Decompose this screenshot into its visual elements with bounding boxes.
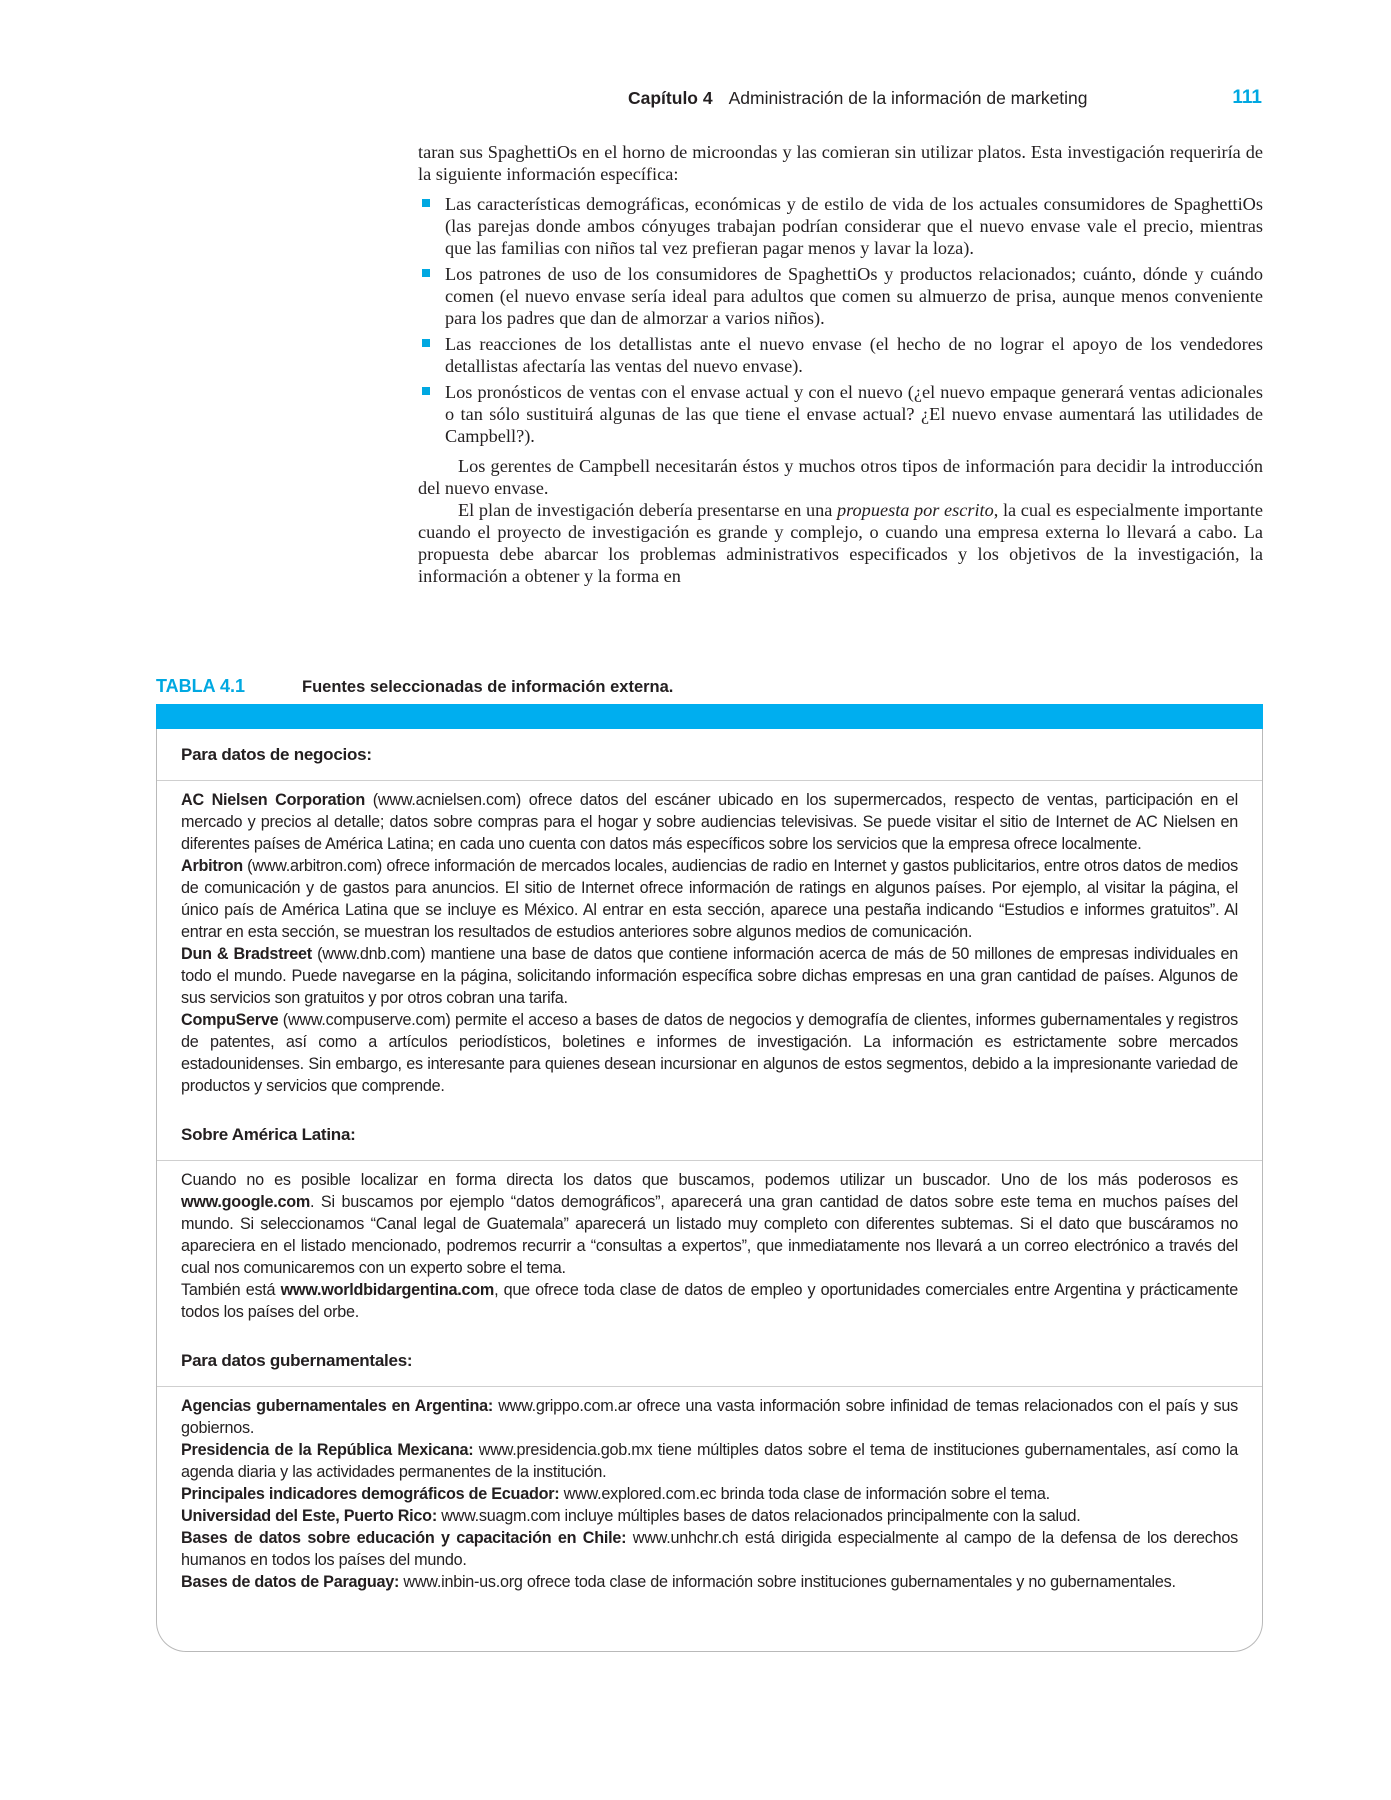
table-title: Fuentes seleccionadas de información externa. (302, 678, 674, 696)
entry-name: AC Nielsen Corporation (181, 791, 366, 809)
entry-name: Dun & Bradstreet (181, 945, 312, 963)
entry-text: Cuando no es posible localizar en forma directa los datos que buscamos, podemos utilizar un buscador. Uno de los más poderosos es (181, 1171, 1238, 1189)
entry-text: www.explored.com.ec brinda toda clase de información sobre el tema. (559, 1485, 1050, 1503)
entry-text: www.grippo.com.ar ofrece una vasta información sobre infinidad de temas relacionados con el país y sus gobiernos. (181, 1397, 1238, 1437)
text: El plan de investigación debería presentarse en una (458, 500, 837, 520)
body-text (418, 141, 1263, 587)
source-entry (181, 1505, 1238, 1527)
entry-text: (www.compuserve.com) permite el acceso a bases de datos de negocios y demografía de clientes, informes gubernamentales y registros de patentes, así como a artículos periodísticos, boletines e informes de investigación. La información es estrictamente sobre mercados estadounidenses. Sin embargo, es interesante para quienes desean incursionar en algunos de estos segmentos, debido a la impresionante variedad de productos y servicios que comprende. (181, 1011, 1238, 1095)
section-heading: Sobre América Latina: (157, 1109, 1262, 1161)
source-entry (181, 855, 1238, 943)
square-bullet-icon (422, 199, 430, 207)
source-entry (181, 1439, 1238, 1483)
source-entry (181, 1279, 1238, 1323)
entry-text: (www.acnielsen.com) ofrece datos del escáner ubicado en los supermercados, respecto de ventas, participación en el mercado y precios al detalle; datos sobre compras para el hogar y sobre audiencias televisivas. Se puede visitar el sitio de Internet de AC Nielsen en diferentes países de América Latina; en cada uno cuenta con datos más específicos sobre los servicios que la empresa ofrece localmente. (181, 791, 1239, 853)
table-caption (156, 676, 673, 697)
section-heading: Para datos de negocios: (157, 729, 1262, 781)
entry-text: (www.arbitron.com) ofrece información de mercados locales, audiencias de radio en Internet y gastos publicitarios, entre otros datos de medios de comunicación y de gastos para anuncios. El sitio de Internet ofrece información de ratings en algunos países. Por ejemplo, al visitar la página, el único país de América Latina que se incluye es México. Al entrar en esta sección, aparece una pestaña indicando “Estudios e informes gratuitos”. Al entrar en esta sección, se muestran los resultados de estudios anteriores sobre algunos medios de comunicación. (181, 857, 1238, 941)
source-entry (181, 1169, 1238, 1279)
entry-text: www.inbin-us.org ofrece toda clase de información sobre instituciones gubernamentales y no gubernamentales. (399, 1573, 1176, 1591)
entry-name: CompuServe (181, 1011, 279, 1029)
entry-text: (www.dnb.com) mantiene una base de datos que contiene información acerca de más de 50 millones de empresas individuales en todo el mundo. Puede navegarse en la página, solicitando información específica sobre dichas empresas en una gran cantidad de países. Algunos de sus servicios son gratuitos y por otros cobran una tarifa. (181, 945, 1238, 1007)
entry-name: Principales indicadores demográficos de Ecuador: (181, 1485, 560, 1503)
page-number: 111 (1232, 87, 1262, 108)
paragraph (418, 499, 1263, 587)
chapter-label: Capítulo 4 (628, 88, 713, 108)
entry-name: Agencias gubernamentales en Argentina: (181, 1397, 494, 1415)
entry-name: Bases de datos sobre educación y capacitación en Chile: (181, 1529, 627, 1547)
running-header (628, 88, 1262, 112)
entry-text: www.suagm.com incluye múltiples bases de datos relacionados principalmente con la salud. (436, 1507, 1081, 1525)
list-item-text: Los pronósticos de ventas con el envase actual y con el nuevo (¿el nuevo empaque generará ventas adicionales o tan sólo sustituirá algunas de las que tiene el envase actual? ¿El nuevo envase aumentará las utilidades de Campbell?). (445, 382, 1263, 446)
source-entry (181, 943, 1238, 1009)
list-item-text: Los patrones de uso de los consumidores de SpaghettiOs y productos relacionados; cuánto, dónde y cuándo comen (el nuevo envase sería ideal para adultos que comen su almuerzo de prisa, aunque menos conveniente para los padres que dan de almorzar a varios niños). (445, 264, 1263, 328)
source-entry (181, 1009, 1238, 1097)
source-entry (181, 1395, 1238, 1439)
entry-name: Presidencia de la República Mexicana: (181, 1441, 474, 1459)
source-entry (181, 1527, 1238, 1571)
entry-name: www.google.com (181, 1193, 311, 1211)
entry-text: www.unhchr.ch está dirigida especialmente al campo de la defensa de los derechos humanos en todos los países del mundo. (181, 1529, 1238, 1569)
list-item (418, 193, 1263, 259)
bullet-list (418, 193, 1263, 447)
entry-text: www.presidencia.gob.mx tiene múltiples datos sobre el tema de instituciones gubernamentales, así como la agenda diaria y las actividades permanentes de la institución. (181, 1441, 1238, 1481)
list-item (418, 333, 1263, 377)
square-bullet-icon (422, 387, 430, 395)
entry-name: Arbitron (181, 857, 243, 875)
entry-text: , que ofrece toda clase de datos de empleo y oportunidades comerciales entre Argentina y prácticamente todos los países del orbe. (181, 1281, 1238, 1321)
table-label: TABLA 4.1 (156, 676, 246, 696)
source-entry (181, 1571, 1238, 1593)
text: , la cual es especialmente importante cuando el proyecto de investigación es grande y complejo, o cuando una empresa externa lo llevará a cabo. La propuesta debe abarcar los problemas administrativos especificados y los objetivos de la investigación, la información a obtener y la forma en (418, 500, 1263, 586)
paragraph: Los gerentes de Campbell necesitarán éstos y muchos otros tipos de información para decidir la introducción del nuevo envase. (418, 456, 1263, 498)
entry-name: Universidad del Este, Puerto Rico: (181, 1507, 437, 1525)
square-bullet-icon (422, 339, 430, 347)
entry-name: Bases de datos de Paraguay: (181, 1573, 400, 1591)
section-heading: Para datos gubernamentales: (157, 1335, 1262, 1387)
source-entry (181, 1483, 1238, 1505)
list-item-text: Las características demográficas, económicas y de estilo de vida de los actuales consumidores de SpaghettiOs (las parejas donde ambos cónyuges trabajan podrían considerar que el nuevo envase vale el precio, mientras que las familias con niños tal vez prefieran pagar menos y lavar la loza). (445, 194, 1263, 258)
section-body (157, 781, 1262, 1109)
list-item (418, 381, 1263, 447)
list-item (418, 263, 1263, 329)
entry-text: También está (181, 1281, 281, 1299)
entry-text: . Si buscamos por ejemplo “datos demográficos”, aparecerá una gran cantidad de datos sobre este tema en muchos países del mundo. Si seleccionamos “Canal legal de Guatemala” aparecerá un listado muy completo con diferentes subtemas. Si el dato que buscáramos no apareciera en el listado mencionado, podremos recurrir a “consultas a expertos”, que inmediatamente nos llevará a un correo electrónico a través del cual nos comunicaremos con un experto sobre el tema. (181, 1193, 1238, 1277)
intro-paragraph: taran sus SpaghettiOs en el horno de microondas y las comieran sin utilizar platos. Esta investigación requeriría de la siguiente información específica: (418, 142, 1263, 184)
section-body (157, 1387, 1262, 1605)
sources-table (156, 729, 1263, 1652)
entry-name: www.worldbidargentina.com (280, 1281, 495, 1299)
table-header-bar (156, 704, 1263, 729)
square-bullet-icon (422, 269, 430, 277)
source-entry (181, 789, 1238, 855)
chapter-title: Administración de la información de marketing (728, 88, 1088, 108)
list-item-text: Las reacciones de los detallistas ante el nuevo envase (el hecho de no lograr el apoyo de los vendedores detallistas afectaría las ventas del nuevo envase). (445, 334, 1263, 376)
section-body (157, 1161, 1262, 1335)
emphasis: propuesta por escrito (836, 500, 994, 520)
